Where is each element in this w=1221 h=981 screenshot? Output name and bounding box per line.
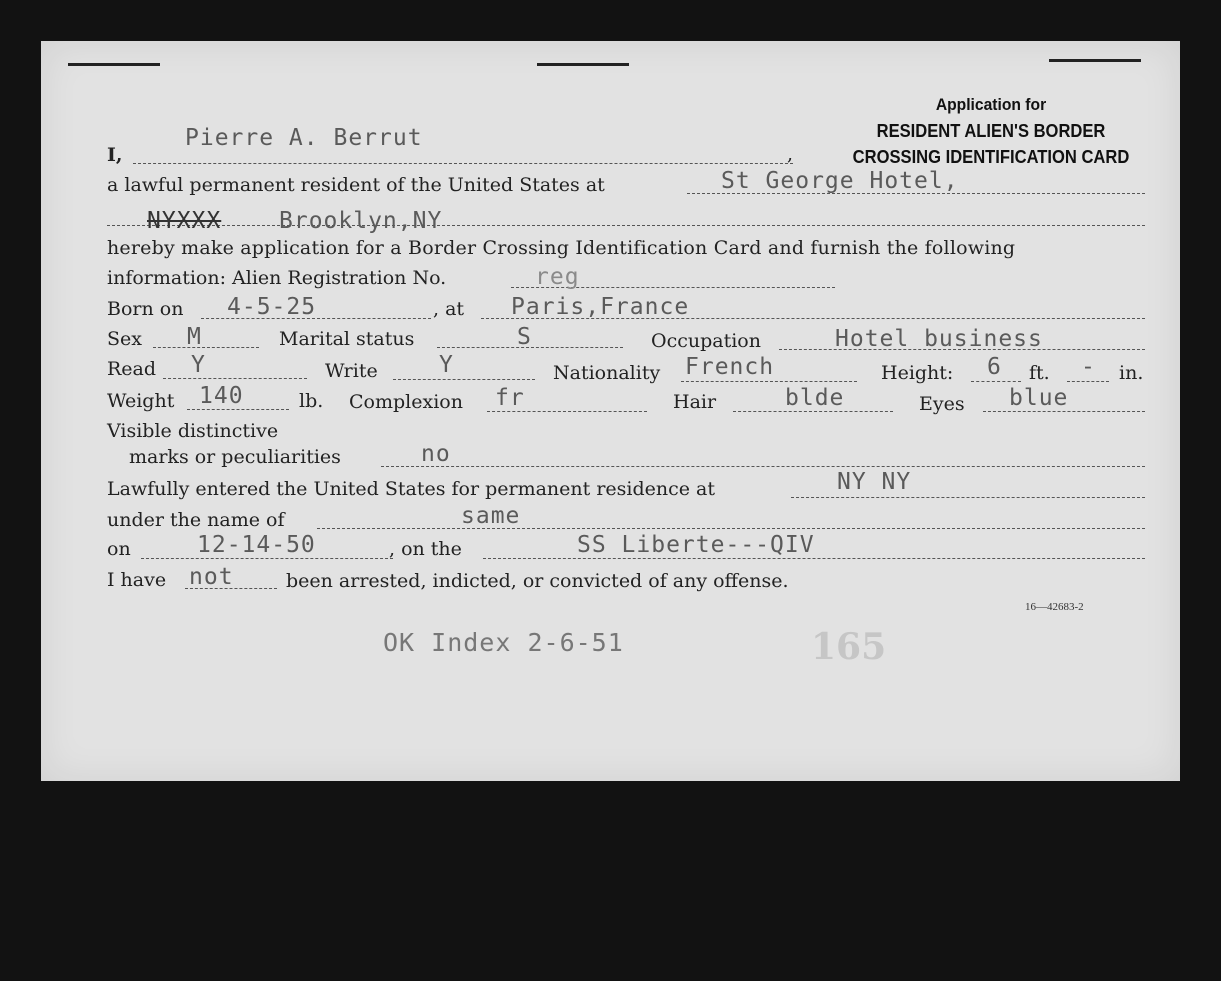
marital-label: Marital status	[279, 328, 415, 350]
occupation-value: Hotel business	[835, 326, 1043, 352]
sex-value: M	[187, 324, 202, 350]
sex-line	[153, 347, 259, 348]
weight-value: 140	[199, 383, 244, 409]
i-label: I,	[107, 144, 123, 166]
height-ft-value: 6	[987, 354, 1002, 380]
height-ft-line	[971, 381, 1021, 382]
header-line-1: Application for	[935, 95, 1047, 114]
occupation-label: Occupation	[651, 330, 761, 352]
header-line-2: RESIDENT ALIEN'S BORDER	[876, 121, 1106, 141]
entry-name-line	[317, 528, 1145, 529]
lb-label: lb.	[299, 390, 324, 412]
nationality-value: French	[685, 354, 775, 380]
alien-reg-value: reg	[535, 264, 580, 290]
sex-label: Sex	[107, 328, 142, 350]
have-label: I have	[107, 569, 167, 591]
marital-value: S	[517, 324, 532, 350]
read-value: Y	[191, 352, 206, 378]
entry-name-value: same	[461, 503, 521, 529]
write-line	[393, 379, 535, 380]
eyes-line	[983, 411, 1145, 412]
entry-port-line	[791, 497, 1145, 498]
marks-line	[381, 466, 1145, 467]
entered-label: Lawfully entered the United States for permanent residence at	[107, 478, 716, 500]
address2-struck: NYXXX	[147, 208, 222, 234]
eyes-label: Eyes	[919, 393, 965, 415]
top-mark-left	[68, 63, 160, 66]
hereby-text: hereby make application for a Border Crossing Identification Card and furnish the following	[107, 237, 1016, 259]
address2-value: Brooklyn,NY	[279, 208, 443, 234]
ft-label: ft.	[1029, 362, 1050, 384]
hair-line	[733, 411, 893, 412]
address2-line	[107, 225, 1145, 226]
address1-value: St George Hotel,	[721, 168, 959, 194]
name-comma: ,	[787, 143, 794, 165]
read-label: Read	[107, 358, 157, 380]
arrested-value: not	[189, 564, 234, 590]
vessel-value: SS Liberte---QIV	[577, 532, 815, 558]
application-card	[41, 41, 1180, 781]
height-in-line	[1067, 381, 1109, 382]
form-number: 16—42683-2	[1025, 601, 1084, 613]
complexion-value: fr	[495, 385, 525, 411]
complexion-label: Complexion	[349, 391, 463, 413]
under-label: under the name of	[107, 509, 285, 531]
resident-label: a lawful permanent resident of the United States at	[107, 174, 605, 196]
entry-port-value: NY NY	[837, 469, 912, 495]
stamp-number: 165	[811, 626, 887, 668]
eyes-value: blue	[1009, 385, 1069, 411]
top-mark-right	[1049, 59, 1141, 62]
entry-date-line	[141, 558, 393, 559]
on-label: on	[107, 538, 131, 560]
write-value: Y	[439, 352, 454, 378]
weight-line	[187, 409, 289, 410]
arrested-text: been arrested, indicted, or convicted of any offense.	[286, 570, 789, 592]
weight-label: Weight	[107, 390, 175, 412]
hair-value: blde	[785, 385, 845, 411]
born-label: Born on	[107, 298, 184, 320]
name-line	[133, 163, 793, 164]
in-label: in.	[1119, 362, 1144, 384]
at-label: , at	[433, 298, 465, 320]
index-note: OK Index 2-6-51	[383, 628, 624, 657]
name-value: Pierre A. Berrut	[185, 125, 423, 151]
height-label: Height:	[881, 362, 954, 384]
hair-label: Hair	[673, 391, 717, 413]
marks-label: marks or peculiarities	[129, 446, 341, 468]
header-line-3: CROSSING IDENTIFICATION CARD	[852, 147, 1130, 167]
born-date-value: 4-5-25	[227, 294, 317, 320]
on-the-label: , on the	[389, 538, 462, 560]
nationality-label: Nationality	[553, 362, 661, 384]
visible-label: Visible distinctive	[107, 420, 279, 442]
vessel-line	[483, 558, 1145, 559]
nationality-line	[681, 381, 857, 382]
birthplace-value: Paris,France	[511, 294, 690, 320]
marks-value: no	[421, 441, 451, 467]
top-mark-center	[537, 63, 629, 66]
write-label: Write	[325, 360, 378, 382]
complexion-line	[487, 411, 647, 412]
read-line	[163, 378, 307, 379]
entry-date-value: 12-14-50	[197, 532, 316, 558]
info-label: information: Alien Registration No.	[107, 267, 447, 289]
height-in-value: -	[1081, 354, 1096, 380]
